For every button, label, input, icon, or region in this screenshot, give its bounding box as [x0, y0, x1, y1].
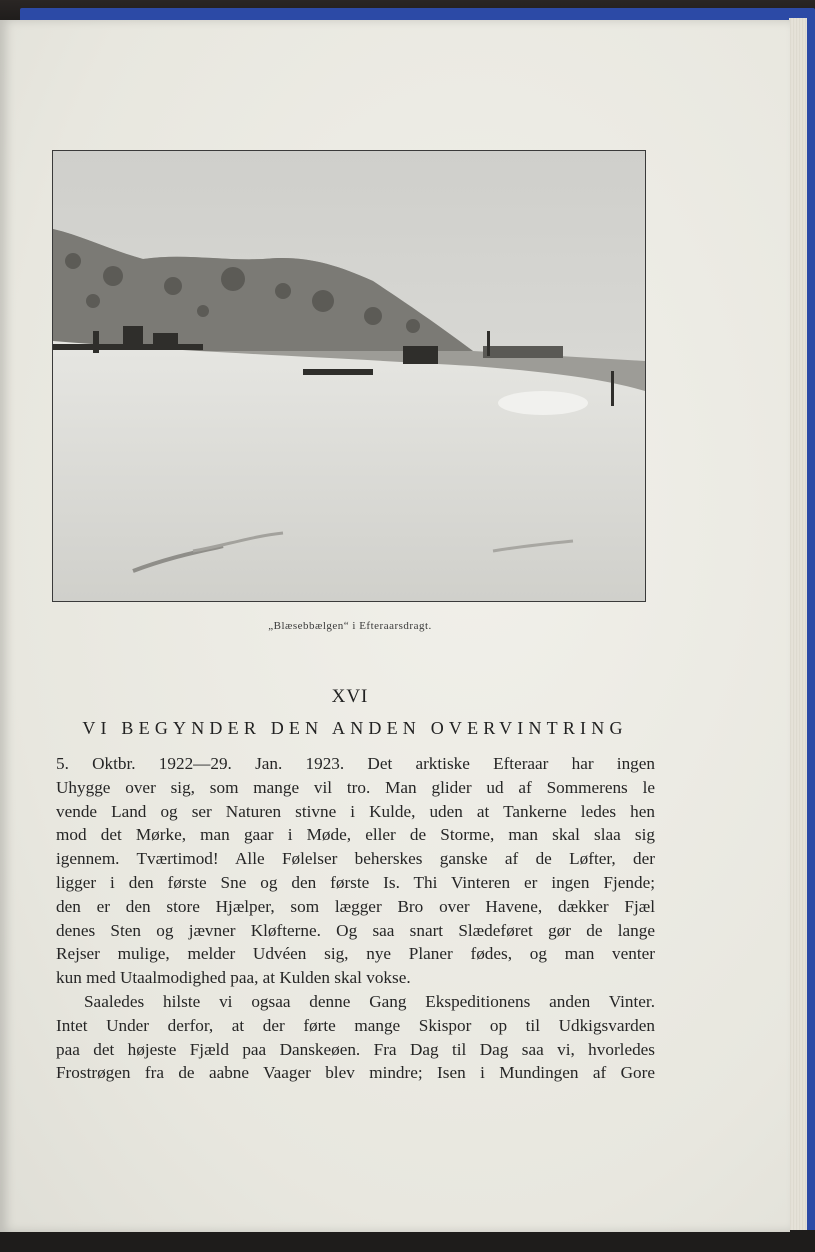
text-line: ligger i den første Sne og den første Is. Thi Vinteren er ingen Fjende; — [56, 872, 655, 892]
text-line: mod det Mørke, man gaar i Møde, eller de Storme, man skal slaa sig — [56, 825, 655, 845]
chapter-title: VI BEGYNDER DEN ANDEN OVERVINTRING — [82, 718, 628, 738]
body-text — [56, 752, 655, 1085]
text-line: Rejser mulige, melder Udvéen sig, nye Planer fødes, og man venter — [56, 944, 655, 964]
arctic-landscape-photo-icon — [52, 150, 646, 602]
text-line: Saaledes hilste vi ogsaa denne Gang Ekspeditionens anden Vinter. — [84, 991, 655, 1011]
text-line: Uhygge over sig, som mange vil tro. Man glider ud af Sommerens le — [56, 777, 655, 797]
chapter-number: XVI — [331, 686, 369, 707]
text-line: denes Sten og jævner Kløfterne. Og saa snart Slædeføret gør de lange — [56, 920, 655, 940]
text-line: Intet Under derfor, at der førte mange Skispor op til Udkigsvarden — [56, 1015, 655, 1035]
text-line: kun med Utaalmodighed paa, at Kulden skal vokse. — [56, 968, 411, 988]
text-line: vende Land og ser Naturen stivne i Kulde, uden at Tankerne ledes hen — [56, 801, 655, 821]
text-line: 5. Oktbr. 1922—29. Jan. 1923. Det arktiske Efteraar har ingen — [56, 754, 655, 773]
text-line: den er den store Hjælper, som lægger Bro over Havene, dækker Fjæl — [56, 896, 655, 916]
page-stack-edge — [789, 18, 807, 1230]
book-cover-bottom — [0, 1230, 815, 1252]
text-line: igennem. Tværtimod! Alle Følelser beherskes ganske af de Løfter, der — [56, 849, 655, 869]
text-line: paa det højeste Fjæld paa Danskeøen. Fra Dag til Dag saa vi, hvorledes — [56, 1039, 655, 1059]
paragraph-1 — [56, 752, 655, 990]
paragraph-2 — [56, 990, 655, 1085]
text-line: Frostrøgen fra de aabne Vaager blev mindre; Isen i Mundingen af Gore — [56, 1063, 655, 1083]
book-page — [0, 20, 790, 1232]
photo-caption: „Blæsebbælgen“ i Efteraarsdragt. — [268, 620, 432, 632]
